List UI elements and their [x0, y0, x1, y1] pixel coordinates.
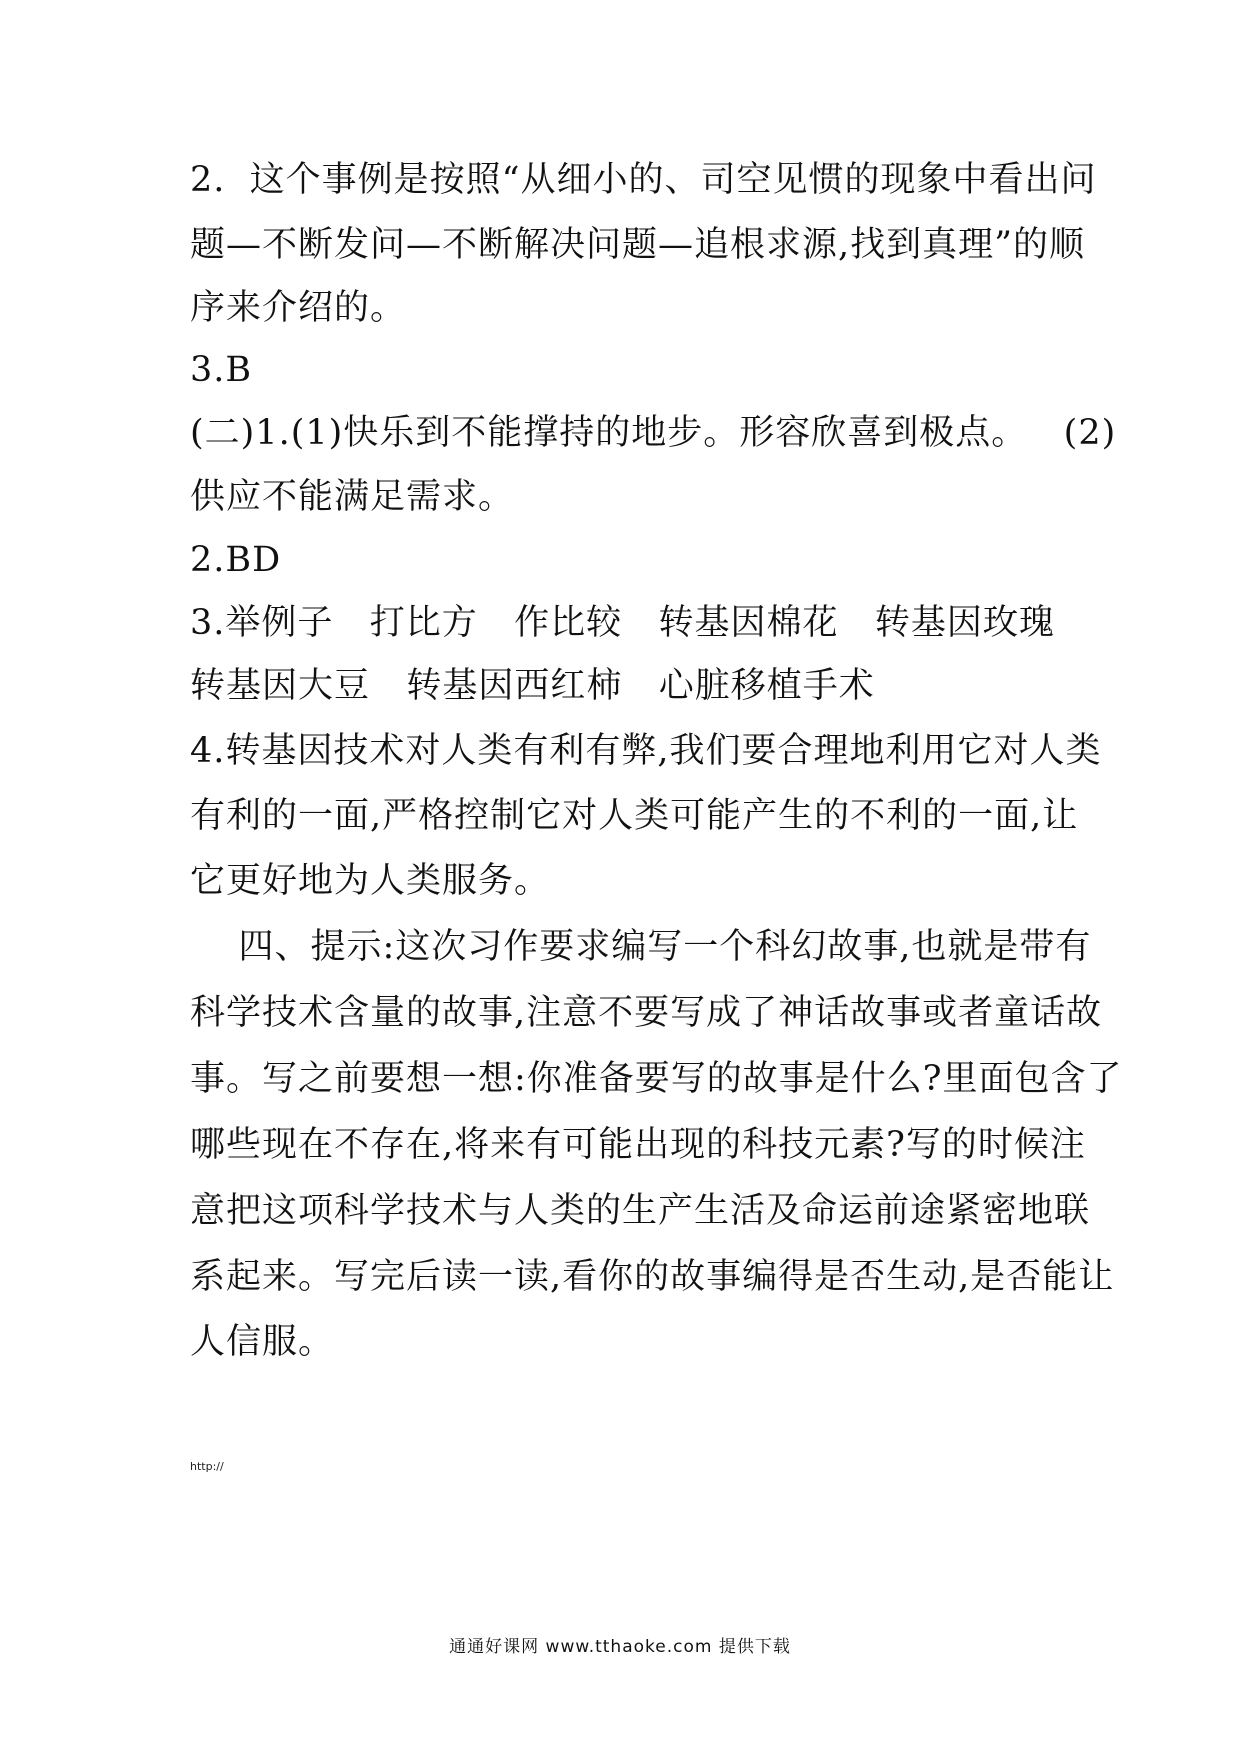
text-line: 2.BD	[190, 540, 282, 580]
text-line: 2. 这个事例是按照“从细小的、司空见惯的现象中看出问	[190, 160, 1097, 200]
text-line: 有利的一面,严格控制它对人类可能产生的不利的一面,让	[190, 796, 1079, 836]
text-line: (二)1.(1)快乐到不能撑持的地步。形容欣喜到极点。 (2)	[190, 413, 1117, 453]
text-line: 系起来。写完后读一读,看你的故事编得是否生动,是否能让	[190, 1257, 1115, 1297]
text-line: 人信服。	[190, 1322, 335, 1362]
text-line: 事。写之前要想一想:你准备要写的故事是什么?里面包含了	[190, 1059, 1123, 1099]
text-line: 3.举例子 打比方 作比较 转基因棉花 转基因玫瑰	[190, 603, 1055, 643]
text-line: 4.转基因技术对人类有利有弊,我们要合理地利用它对人类	[190, 731, 1102, 771]
text-line: 序来介绍的。	[190, 288, 407, 328]
page-footer: 通通好课网 www.tthaoke.com 提供下载	[449, 1637, 791, 1657]
text-line: 题—不断发问—不断解决问题—追根求源,找到真理”的顺	[190, 225, 1086, 265]
text-line: 它更好地为人类服务。	[190, 861, 551, 901]
text-line: 转基因大豆 转基因西红柿 心脏移植手术	[190, 666, 875, 706]
text-line: 3.B	[190, 350, 253, 390]
text-line: 四、提示:这次习作要求编写一个科幻故事,也就是带有	[190, 927, 1092, 967]
text-line: 供应不能满足需求。	[190, 477, 515, 517]
url-text: http://	[190, 1460, 224, 1473]
text-line: 科学技术含量的故事,注意不要写成了神话故事或者童话故	[190, 993, 1103, 1033]
text-line: 意把这项科学技术与人类的生产生活及命运前途紧密地联	[190, 1191, 1091, 1231]
text-line: 哪些现在不存在,将来有可能出现的科技元素?写的时候注	[190, 1125, 1086, 1165]
